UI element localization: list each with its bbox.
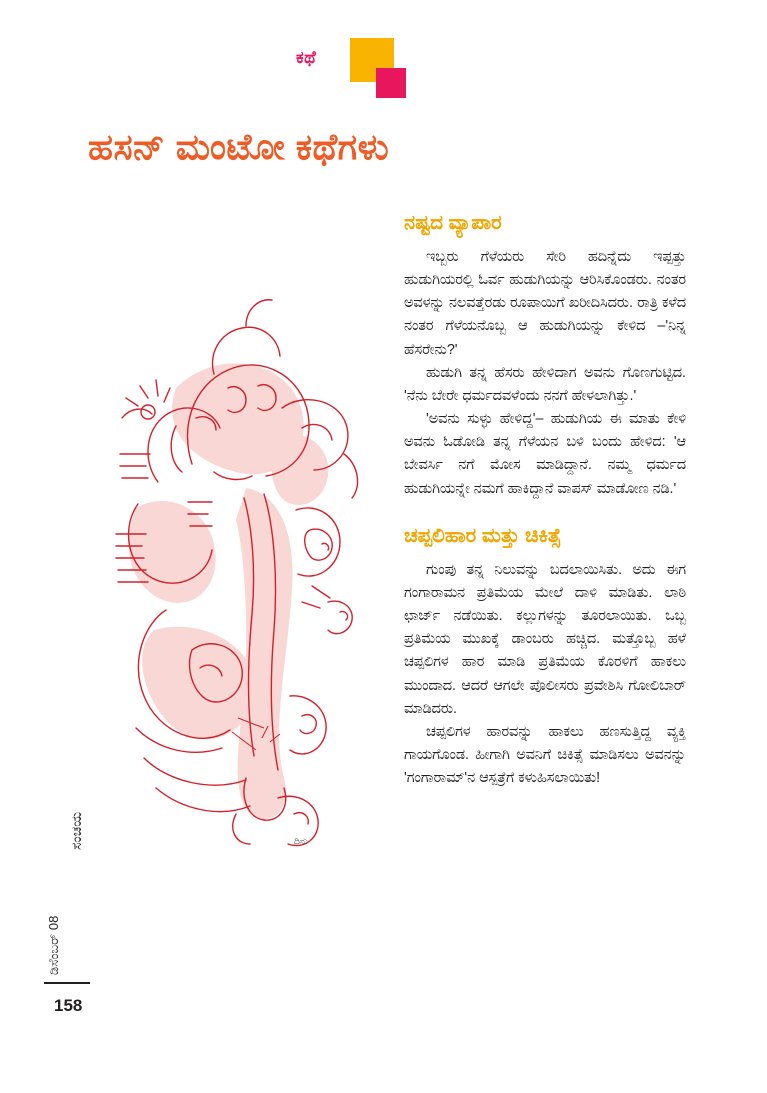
pink-square — [376, 68, 406, 98]
page-title: ಹಸನ್ ಮಂಟೋ ಕಥೆಗಳು — [88, 126, 390, 167]
illustration-signature: ದಿನು — [294, 836, 308, 846]
page-number: 158 — [54, 996, 83, 1015]
paragraph: 'ಅವನು ಸುಳ್ಳು ಹೇಳಿದ್ದ'– ಹುಡುಗಿಯ ಈ ಮಾತು ಕೇಳಿ ಅವನು ಓಡೋಡಿ ತನ್ನ ಗೆಳೆಯನ ಬಳಿ ಬಂದು ಹೇಳಿದ: 'ಆ ಬೇವರ್ಸಿ ನಗೆ ಮೋಸ ಮಾಡಿದ್ದಾನೆ. ನಮ್ಮ ಧರ್ಮದ ಹುಡುಗಿಯನ್ನೇ ನಮಗೆ ಹಾಕಿದ್ದಾನೆ ವಾಪಸ್ ಮಾಡೋಣ ನಡಿ.' — [404, 411, 686, 497]
vertical-footer — [44, 790, 84, 980]
section-heading-2: ಚಪ್ಪಲಿಹಾರ ಮತ್ತು ಚಿಕಿತ್ಸೆ — [404, 524, 562, 547]
illustration — [96, 258, 386, 858]
issue-date: ಡಿಸೆಂಬರ್ 08 — [46, 915, 61, 975]
section-heading-1: ನಷ್ಟದ ವ್ಯಾಪಾರ — [404, 212, 502, 234]
paragraph: ಇಬ್ಬರು ಗೆಳೆಯರು ಸೇರಿ ಹದಿನ್ನೆದು ಇಪ್ಪತ್ತು ಹುಡುಗಿಯರಲ್ಲಿ ಓರ್ವ ಹುಡುಗಿಯನ್ನು ಆರಿಸಿಕೊಂಡರು. ನಂತರ ಅವಳನ್ನು ನಲವತ್ತೆರಡು ರೂಪಾಯಿಗೆ ಖರೀದಿಸಿದರು. ರಾತ್ರಿ ಕಳೆದ ನಂತರ ಗೆಳೆಯನೊಬ್ಬ ಆ ಹುಡುಗಿಯನ್ನು ಕೇಳಿದ –'ನಿನ್ನ ಹೆಸರೇನು?' — [404, 249, 686, 358]
article-column — [404, 210, 686, 790]
magazine-name: ಸಂಚಯ — [68, 811, 84, 850]
category-marker — [296, 38, 426, 100]
category-label: ಕಥೆ — [296, 48, 317, 67]
footer-divider — [44, 982, 90, 984]
paragraph: ಚಪ್ಪಲಿಗಳ ಹಾರವನ್ನು ಹಾಕಲು ಹಣಸುತ್ತಿದ್ದ ವ್ಯಕ್ತಿ ಗಾಯಗೊಂಡ. ಹೀಗಾಗಿ ಅವನಿಗೆ ಚಿಕಿತ್ಸೆ ಮಾಡಿಸಲು ಅವನನ್ನು 'ಗಂಗಾರಾಮ್'ನ ಆಸ್ಪತ್ರೆಗೆ ಕಳುಹಿಸಲಾಯಿತು! — [404, 723, 686, 787]
paragraph: ಗುಂಪು ತನ್ನ ನಿಲುವನ್ನು ಬದಲಾಯಿಸಿತು. ಅದು ಈಗ ಗಂಗಾರಾಮನ ಪ್ರತಿಮೆಯ ಮೇಲೆ ದಾಳಿ ಮಾಡಿತು. ಲಾಠಿ ಛಾರ್ಜ್ ನಡೆಯಿತು. ಕಲ್ಲುಗಳನ್ನು ತೂರಲಾಯಿತು. ಒಬ್ಬ ಪ್ರತಿಮೆಯ ಮುಖಕ್ಕೆ ಡಾಂಬರು ಹಚ್ಚಿದ. ಮತ್ತೊಬ್ಬ ಹಳೆ ಚಪ್ಪಲಿಗಳ ಹಾರ ಮಾಡಿ ಪ್ರತಿಮೆಯ ಕೊರಳಿಗೆ ಹಾಕಲು ಮುಂದಾದ. ಆದರೆ ಆಗಲೇ ಪೊಲೀಸರು ಪ್ರವೇಶಿಸಿ ಗೋಲಿಬಾರ್ ಮಾಡಿದರು. — [404, 561, 686, 717]
paragraph: ಹುಡುಗಿ ತನ್ನ ಹೆಸರು ಹೇಳಿದಾಗ ಅವನು ಗೊಣಗುಟ್ಟಿದ. 'ನೆನು ಬೇರೇ ಧರ್ಮದವಳೆಂದು ನನಗೆ ಹೇಳಲಾಗಿತ್ತು.' — [404, 364, 686, 404]
